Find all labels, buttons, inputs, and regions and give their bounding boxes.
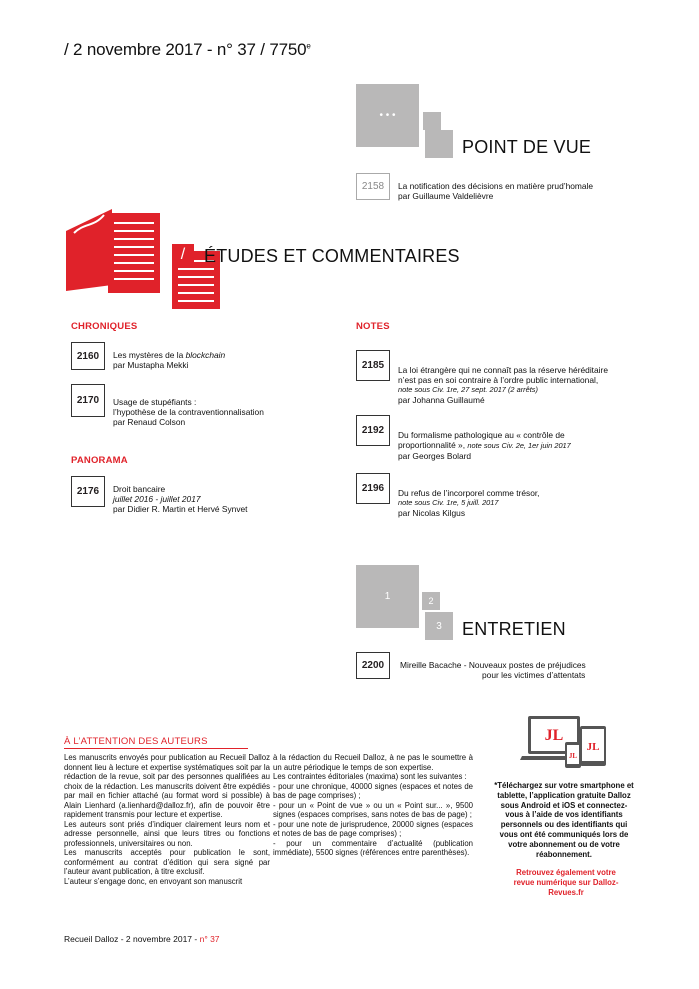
app-download-text: *Téléchargez sur votre smartphone et tablette, l’application gratuite Dalloz sous Android et iOS et connectez-vous à l’aide de vos identifiants personnels ou des identifiants qui vous ont été communiqués lors de votre abonnement ou de votre réabonnement. bbox=[494, 781, 634, 859]
issue-header: / 2 novembre 2017 - n° 37 / 7750e bbox=[64, 40, 311, 59]
etudes-slash-box: / bbox=[172, 244, 194, 266]
svg-text:JL: JL bbox=[544, 727, 564, 744]
etudes-title: ÉTUDES ET COMMENTAIRES bbox=[204, 246, 460, 266]
point-de-vue-icon-small bbox=[425, 130, 453, 158]
article-entry[interactable]: Mireille Bacache - Nouveaux postes de préjudices pour les victimes d’attentats bbox=[400, 660, 586, 680]
attention-column-2: à la rédaction du Recueil Dalloz, à ne pas le soumettre à un autre périodique le temps de son expertise. Les contraintes éditoriales (maxima) sont les suivantes : - pour une chronique, 40000 signes (espaces et notes de bas de page comprises) ; - pour un « Point de vue » ou un « Point sur... », 9500 signes (espaces comprises, sans notes de bas de page) ; - pour une note de jurisprudence, 20000 signes (espaces et notes de bas de page comprises) ; - pour un commentaire d’actualité (publication immédiate), 5500 signes (références entre parenthèses). bbox=[273, 753, 473, 857]
article-number[interactable]: 2200 bbox=[356, 652, 390, 679]
article-entry[interactable]: Du refus de l’incorporel comme trésor, note sous Civ. 1re, 5 juill. 2017 par Nicolas Kilgus bbox=[398, 488, 540, 518]
article-entry[interactable]: Les mystères de la blockchain par Mustapha Mekki bbox=[113, 350, 226, 370]
point-de-vue-icon-tiny bbox=[423, 112, 441, 130]
entretien-title: ENTRETIEN bbox=[462, 619, 566, 639]
dalloz-revues-link[interactable]: Retrouvez également votre revue numérique sur Dalloz-Revues.fr bbox=[513, 868, 619, 897]
entretien-icon-1: 1 bbox=[356, 565, 419, 628]
article-entry[interactable]: Usage de stupéfiants : l’hypothèse de la contraventionnalisation par Renaud Colson bbox=[113, 397, 264, 427]
notes-heading: NOTES bbox=[356, 321, 390, 332]
article-number[interactable]: 2185 bbox=[356, 350, 390, 381]
point-de-vue-title: POINT DE VUE bbox=[462, 137, 592, 157]
article-entry[interactable]: Du formalisme pathologique au « contrôle de proportionnalité », note sous Civ. 2e, 1er juin 2017 par Georges Bolard bbox=[398, 430, 571, 461]
article-number[interactable]: 2158 bbox=[356, 173, 390, 200]
panorama-heading: PANORAMA bbox=[71, 455, 128, 466]
point-de-vue-icon: • • • bbox=[356, 84, 419, 147]
entretien-icon-3: 3 bbox=[425, 612, 453, 640]
svg-text:JL: JL bbox=[586, 741, 600, 753]
documents-icon bbox=[64, 203, 224, 313]
entretien-icon-2: 2 bbox=[422, 592, 440, 610]
article-number[interactable]: 2192 bbox=[356, 415, 390, 446]
article-number[interactable]: 2170 bbox=[71, 384, 105, 417]
article-entry[interactable]: La loi étrangère qui ne connaît pas la réserve héréditaire n’est pas en soi contraire à l’ordre public international, note sous Civ. 1re, 27 sept. 2017 (2 arrêts) par Johanna Guillaumé bbox=[398, 365, 608, 405]
svg-text:JL: JL bbox=[568, 752, 578, 760]
page-footer: Recueil Dalloz - 2 novembre 2017 - n° 37 bbox=[64, 934, 220, 944]
article-number[interactable]: 2176 bbox=[71, 476, 105, 507]
devices-icon bbox=[520, 714, 610, 772]
attention-heading: À L’ATTENTION DES AUTEURS bbox=[64, 736, 208, 747]
attention-rule bbox=[64, 748, 248, 749]
article-number[interactable]: 2160 bbox=[71, 342, 105, 370]
article-entry[interactable]: La notification des décisions en matière prud’homale par Guillaume Valdelièvre bbox=[398, 181, 594, 201]
article-number[interactable]: 2196 bbox=[356, 473, 390, 504]
article-entry[interactable]: Droit bancaire juillet 2016 - juillet 2017 par Didier R. Martin et Hervé Synvet bbox=[113, 484, 248, 514]
attention-column-1: Les manuscrits envoyés pour publication au Recueil Dalloz donnent lieu à lecture et expertise systématiques soit par la rédaction de la revue, soit par des personnes qualifiées au choix de la rédaction. Les manuscrits doivent être expédiés par mail en fichier attaché (au format word si possible) à Alain Lienhard (a.lienhard@dalloz.fr), afin de pouvoir être rapidement transmis pour lecture et expertise. Les auteurs sont priés d’indiquer clairement leurs nom et adresse personnelle, ainsi que leurs titres ou fonctions professionnels, universitaires ou non. Les manuscrits acceptés pour publication le sont, conformément au contrat d’édition qui sera signé par l’auteur avant publication, à titre exclusif. L’auteur s’engage donc, en envoyant son manuscrit bbox=[64, 753, 270, 886]
chroniques-heading: CHRONIQUES bbox=[71, 321, 138, 332]
